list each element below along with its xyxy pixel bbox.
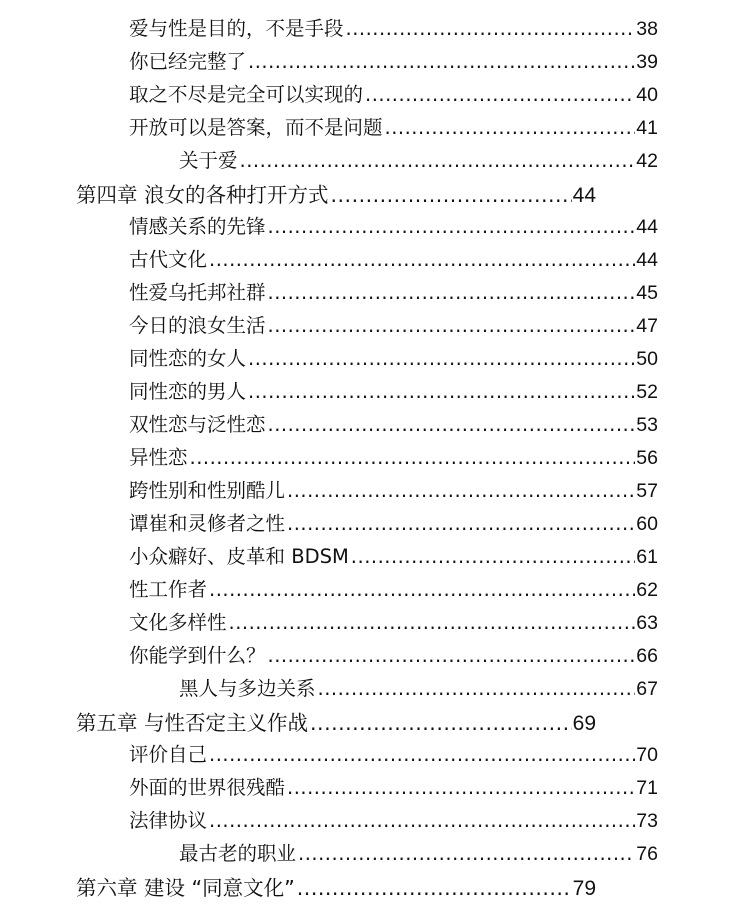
toc-dot-leader	[209, 809, 635, 832]
toc-chapter-heading[interactable]	[76, 871, 596, 901]
toc-dot-leader	[310, 711, 572, 735]
toc-entry-page: 70	[636, 744, 658, 766]
toc-dot-leader	[268, 644, 636, 667]
toc-entry-title: 跨性别和性别酷儿	[129, 479, 286, 502]
toc-dot-leader	[385, 116, 636, 139]
toc-entry-page: 47	[636, 315, 658, 337]
toc-entry-page: 56	[636, 447, 658, 469]
toc-entry[interactable]	[129, 46, 658, 74]
toc-entry[interactable]	[129, 739, 658, 767]
toc-chapter-page: 69	[572, 712, 596, 735]
toc-entry-title: 爱与性是目的，不是手段	[129, 17, 344, 40]
toc-entry-page: 52	[636, 381, 658, 403]
toc-entry-page: 73	[636, 810, 658, 832]
toc-entry[interactable]	[129, 640, 658, 668]
toc-entry[interactable]	[129, 376, 658, 404]
toc-entry[interactable]	[129, 607, 658, 635]
toc-dot-leader	[248, 50, 635, 73]
toc-chapter-page: 44	[572, 184, 596, 207]
toc-entry-page: 63	[636, 612, 658, 634]
toc-chapter-title: 第五章 与性否定主义作战	[76, 711, 309, 735]
toc-entry-title: 评价自己	[129, 743, 208, 766]
toc-chapter-title: 第四章 浪女的各种打开方式	[76, 183, 329, 207]
toc-entry-page: 60	[636, 513, 658, 535]
toc-subentry[interactable]	[179, 838, 658, 866]
toc-entry-title: 今日的浪女生活	[129, 314, 266, 337]
toc-entry-page: 66	[636, 645, 658, 667]
toc-dot-leader	[287, 479, 635, 502]
toc-entry[interactable]	[129, 805, 658, 833]
toc-entry-title: 同性恋的男人	[129, 380, 247, 403]
toc-entry-page: 39	[636, 51, 658, 73]
toc-entry[interactable]	[129, 541, 658, 569]
toc-entry-title: 黑人与多边关系	[179, 677, 316, 700]
toc-entry-title: 情感关系的先锋	[129, 215, 266, 238]
toc-entry[interactable]	[129, 112, 658, 140]
toc-entry-page: 44	[636, 249, 658, 271]
toc-entry-title: 外面的世界很残酷	[129, 776, 286, 799]
toc-entry[interactable]	[129, 211, 658, 239]
toc-chapter-heading[interactable]	[76, 706, 596, 736]
toc-entry[interactable]	[129, 13, 658, 41]
toc-dot-leader	[268, 314, 636, 337]
toc-chapter-page: 79	[572, 877, 596, 900]
toc-entry-page: 41	[636, 117, 658, 139]
toc-dot-leader	[209, 248, 635, 271]
toc-entry[interactable]	[129, 772, 658, 800]
toc-entry-title: 异性恋	[129, 446, 188, 469]
toc-dot-leader	[268, 215, 636, 238]
toc-dot-leader	[287, 512, 635, 535]
toc-dot-leader	[331, 183, 572, 207]
toc-entry-page: 45	[636, 282, 658, 304]
toc-entry-title: 古代文化	[129, 248, 208, 271]
toc-dot-leader	[229, 611, 636, 634]
toc-dot-leader	[298, 842, 635, 865]
toc-entry-title: 开放可以是答案，而不是问题	[129, 116, 383, 139]
toc-dot-leader	[190, 446, 636, 469]
toc-entry[interactable]	[129, 343, 658, 371]
toc-entry[interactable]	[129, 475, 658, 503]
toc-dot-leader	[268, 281, 636, 304]
toc-entry-title: 双性恋与泛性恋	[129, 413, 266, 436]
toc-chapter-title: 第六章 建设 “同意文化”	[76, 876, 295, 900]
toc-dot-leader	[346, 17, 636, 40]
toc-entry-page: 40	[636, 84, 658, 106]
toc-entry-page: 38	[636, 18, 658, 40]
toc-dot-leader	[318, 677, 636, 700]
toc-dot-leader	[248, 380, 635, 403]
toc-dot-leader	[248, 347, 635, 370]
toc-entry-title: 最古老的职业	[179, 842, 297, 865]
toc-entry[interactable]	[129, 508, 658, 536]
toc-entry-page: 50	[636, 348, 658, 370]
toc-entry-title: 文化多样性	[129, 611, 227, 634]
toc-entry-title: 关于爱	[179, 149, 238, 172]
toc-entry-title: 你已经完整了	[129, 50, 247, 73]
toc-entry-page: 76	[636, 843, 658, 865]
toc-entry-page: 42	[636, 150, 658, 172]
toc-entry-title: 同性恋的女人	[129, 347, 247, 370]
toc-subentry[interactable]	[179, 673, 658, 701]
toc-entry-page: 53	[636, 414, 658, 436]
toc-dot-leader	[209, 578, 635, 601]
toc-dot-leader	[351, 545, 636, 568]
toc-entry-page: 61	[636, 546, 658, 568]
toc-dot-leader	[287, 776, 635, 799]
toc-entry-page: 62	[636, 579, 658, 601]
toc-entry-page: 44	[636, 216, 658, 238]
toc-entry-title: 谭崔和灵修者之性	[129, 512, 286, 535]
toc-entry-page: 67	[636, 678, 658, 700]
toc-entry[interactable]	[129, 277, 658, 305]
toc-entry[interactable]	[129, 574, 658, 602]
toc-entry[interactable]	[129, 409, 658, 437]
toc-entry[interactable]	[129, 79, 658, 107]
toc-entry-title: 小众癖好、皮革和 BDSM	[129, 545, 349, 568]
toc-dot-leader	[297, 876, 572, 900]
toc-entry-title: 性爱乌托邦社群	[129, 281, 266, 304]
toc-entry-page: 57	[636, 480, 658, 502]
toc-entry-title: 性工作者	[129, 578, 208, 601]
toc-entry-title: 取之不尽是完全可以实现的	[129, 83, 364, 106]
toc-entry[interactable]	[129, 244, 658, 272]
toc-entry-title: 你能学到什么？	[129, 644, 266, 667]
toc-entry-page: 71	[636, 777, 658, 799]
toc-entry[interactable]	[129, 310, 658, 338]
toc-dot-leader	[240, 149, 636, 172]
toc-entry[interactable]	[129, 442, 658, 470]
toc-subentry[interactable]	[179, 145, 658, 173]
toc-dot-leader	[365, 83, 635, 106]
toc-dot-leader	[268, 413, 636, 436]
toc-entry-title: 法律协议	[129, 809, 208, 832]
toc-dot-leader	[209, 743, 635, 766]
toc-chapter-heading[interactable]	[76, 178, 596, 208]
